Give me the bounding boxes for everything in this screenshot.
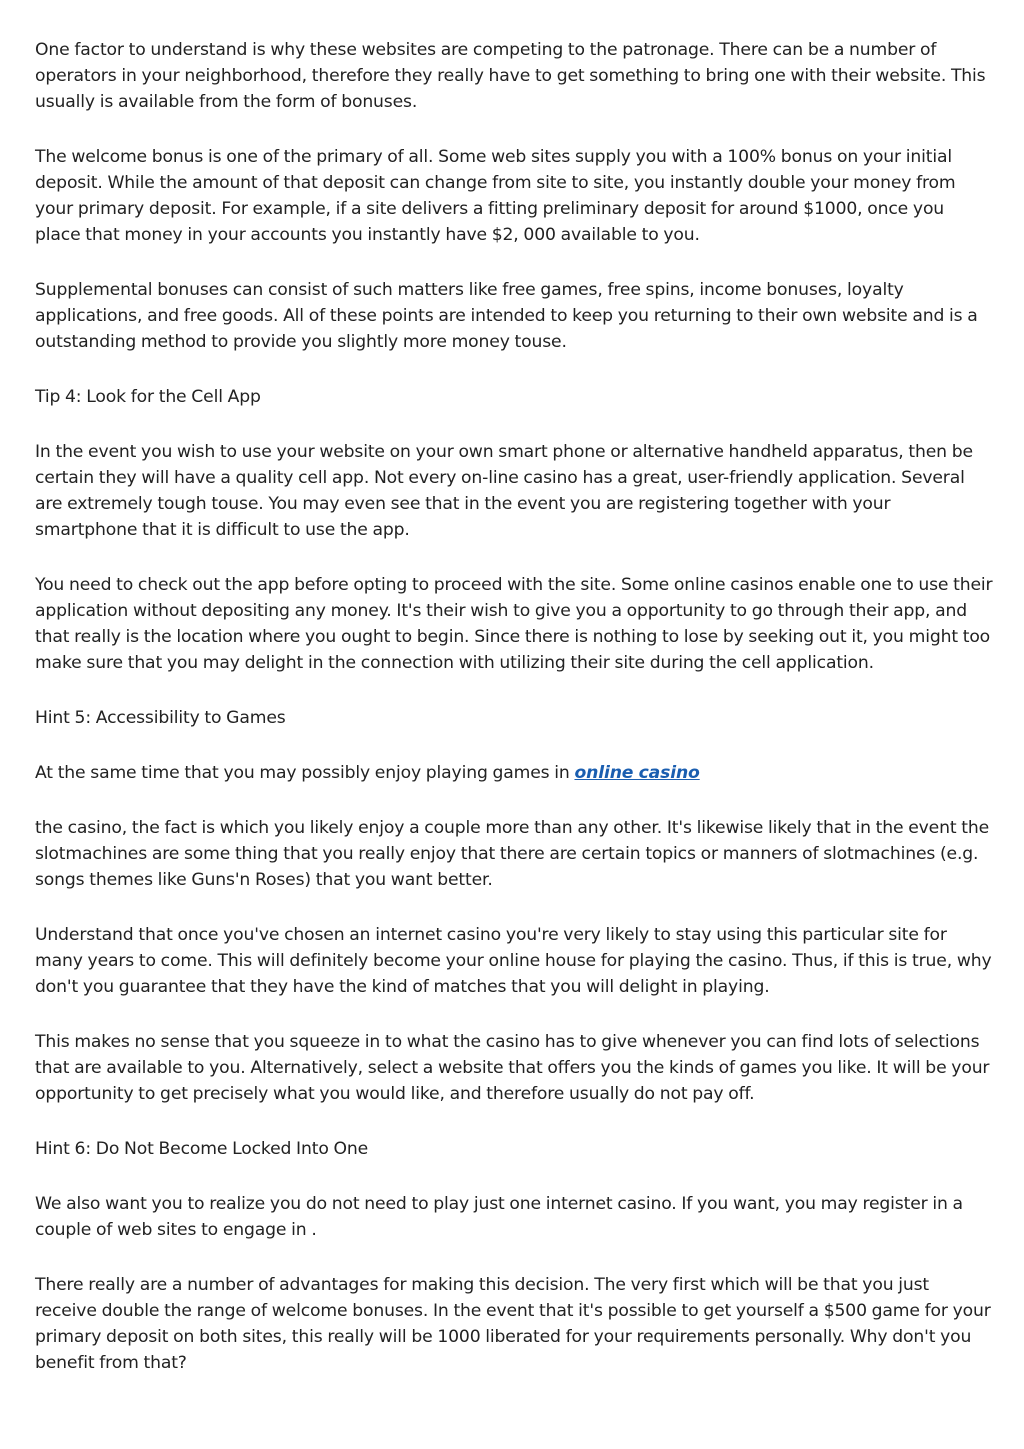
- paragraph-intro: One factor to understand is why these websites are competing to the patronage. There can be a number of operators in your neighborhood, therefore they really have to get something to bring one with their website. This usually is available from the form of bonuses.: [35, 40, 986, 112]
- paragraph-check-app: You need to check out the app before opting to proceed with the site. Some online casinos enable one to use their application without depositing any money. It's their wish to give you a opportunity to go through their app, and that really is the location where you ought to begin. Since there is nothing to lose by seeking out it, you might too make sure that you may delight in the connection with utilizing their site during the cell application.: [35, 575, 993, 673]
- paragraph-welcome-bonus: The welcome bonus is one of the primary of all. Some web sites supply you with a 100% bonus on your initial deposit. While the amount of that deposit can change from site to site, you instantly double your money from your primary deposit. For example, if a site delivers a fitting preliminary deposit for around $1000, once you place that money in your accounts you instantly have $2, 000 available to you.: [35, 147, 956, 245]
- paragraph-chosen-casino: Understand that once you've chosen an internet casino you're very likely to stay using this particular site for many years to come. This will definitely become your online house for playing the casino. Thus, if this is true, why don't you guarantee that they have the kind of matches that you will delight in playing.: [35, 925, 992, 997]
- link-lead-text: At the same time that you may possibly enjoy playing games in: [35, 763, 575, 783]
- online-casino-link[interactable]: online casino: [574, 763, 700, 783]
- paragraph-selections: This makes no sense that you squeeze in to what the casino has to give whenever you can find lots of selections that are available to you. Alternatively, select a website that offers you the kinds of games you like. It will be your opportunity to get precisely what you would like, and therefore usually do not pay off.: [35, 1032, 990, 1104]
- paragraph-advantages: There really are a number of advantages for making this decision. The very first which will be that you just receive double the range of welcome bonuses. In the event that it's possible to get yourself a $500 game for your primary deposit on both sites, this really will be 1000 liberated for your requirements personally. Why don't you benefit from that?: [35, 1275, 991, 1373]
- paragraph-with-link: [35, 760, 994, 786]
- heading-hint-5: Hint 5: Accessibility to Games: [35, 708, 286, 728]
- paragraph-cell-app: In the event you wish to use your website on your own smart phone or alternative handheld apparatus, then be certain they will have a quality cell app. Not every on-line casino has a great, user-friendly application. Several are extremely tough touse. You may even see that in the event you are registering together with your smartphone that it is difficult to use the app.: [35, 442, 973, 540]
- heading-hint-6: Hint 6: Do Not Become Locked Into One: [35, 1139, 369, 1159]
- paragraph-multiple-casinos: We also want you to realize you do not need to play just one internet casino. If you want, you may register in a couple of web sites to engage in .: [35, 1194, 963, 1240]
- paragraph-slotmachines: the casino, the fact is which you likely enjoy a couple more than any other. It's likewise likely that in the event the slotmachines are some thing that you really enjoy that there are certain topics or manners of slotmachines (e.g. songs themes like Guns'n Roses) that you want better.: [35, 818, 989, 890]
- paragraph-supplemental-bonuses: Supplemental bonuses can consist of such matters like free games, free spins, income bonuses, loyalty applications, and free goods. All of these points are intended to keep you returning to their own website and is a outstanding method to provide you slightly more money touse.: [35, 280, 978, 352]
- heading-tip-4: Tip 4: Look for the Cell App: [35, 387, 261, 407]
